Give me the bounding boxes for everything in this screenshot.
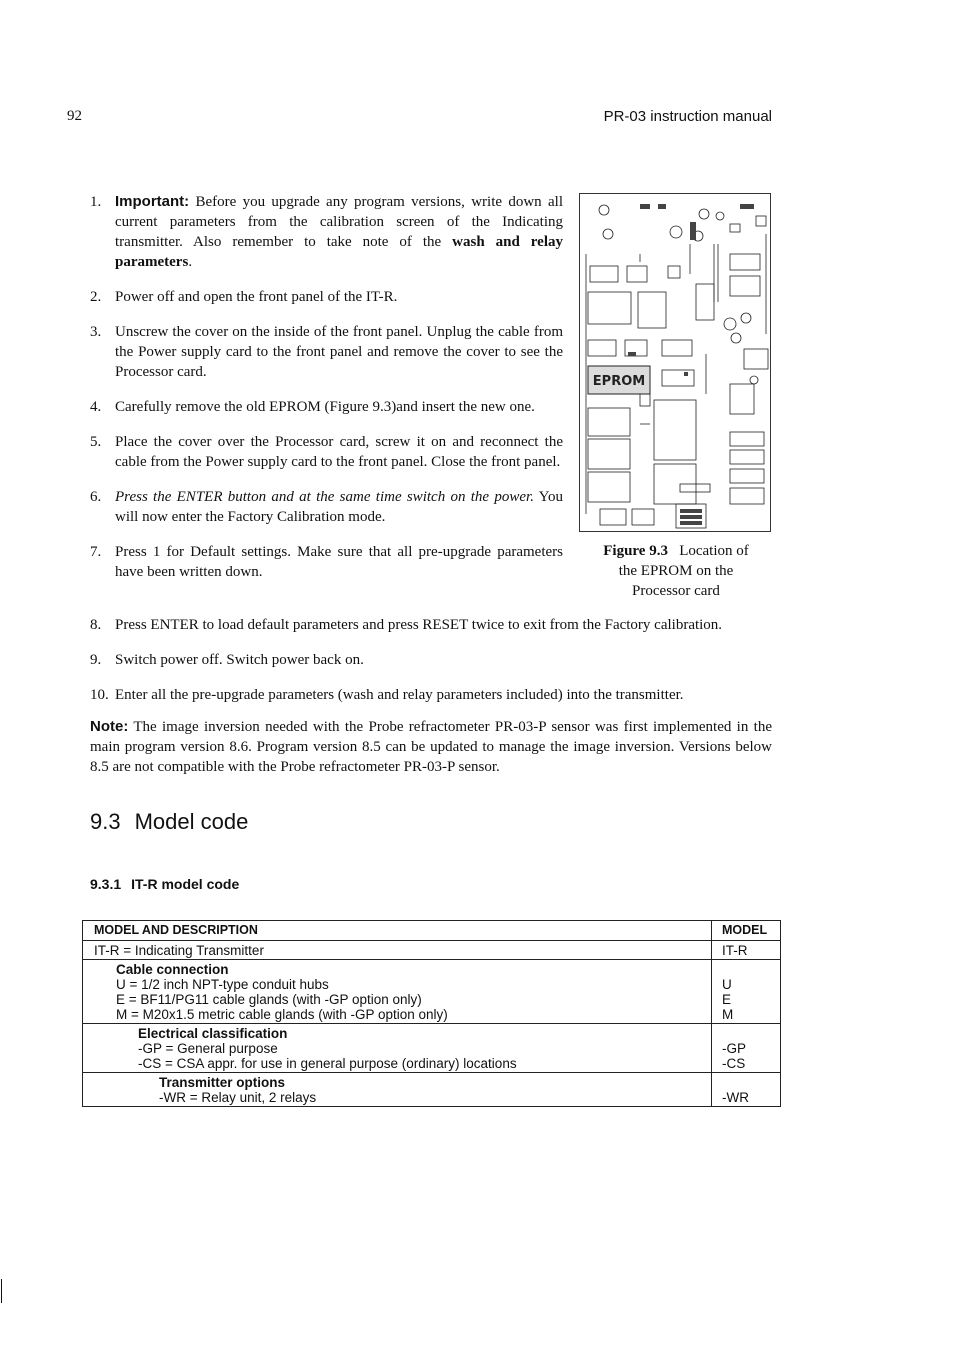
row-description [83,941,712,960]
step-number: 1. [90,194,102,210]
step-number: 3. [90,324,102,340]
row-line: M = M20x1.5 metric cable glands (with -GP option only) [116,1007,448,1022]
note-paragraph [90,717,772,777]
table-row [83,1024,781,1073]
section-heading [90,809,248,835]
row-model [712,1024,781,1073]
row-line: U = 1/2 inch NPT-type conduit hubs [116,977,329,992]
model-code: M [722,1007,734,1022]
model-code: -GP [722,1041,747,1056]
model-code: -WR [722,1090,749,1105]
row-group-title: Transmitter options [159,1075,286,1090]
row-group-title: Electrical classification [138,1026,288,1041]
step-number: 5. [90,434,102,450]
step-text: . [188,254,193,270]
row-model [712,960,781,1024]
header-model: MODEL [712,921,781,941]
step-italic-text: Press the ENTER button and at the same time switch on the power. [115,489,534,505]
row-line: E = BF11/PG11 cable glands (with -GP option only) [116,992,422,1007]
processor-card-figure [579,193,771,532]
header-description: MODEL AND DESCRIPTION [83,921,712,941]
step-4 [90,397,563,417]
step-text: You will now enter the Factory Calibration mode. [115,489,564,525]
note-text: The image inversion needed with the Probe refractometer PR-03-P sensor was first implemented in the main program version 8.6. Program version 8.5 can be updated to manage the image inversion. Versions below 8.5 are not compatible with the Probe refractometer PR-03-P sensor. [90,719,772,775]
processor-card-diagram [580,194,770,531]
step-1 [90,192,563,272]
note-label: Note: [90,718,129,735]
figure-caption-text: Location of the EPROM on the Processor card [618,543,749,599]
row-description [83,1024,712,1073]
step-text: Place the cover over the Processor card, screw it on and reconnect the cable from the Power supply card to the front panel. Close the front panel. [115,434,563,470]
subsection-title: IT-R model code [131,876,240,892]
step-emphasis: wash and relay parameters [115,234,563,270]
step-3 [90,322,563,382]
row-line: -WR = Relay unit, 2 relays [159,1090,317,1105]
step-2 [90,287,563,307]
upgrade-steps-list-continued [90,615,772,720]
subsection-heading [90,876,239,892]
table-row [83,941,781,960]
step-5 [90,432,563,472]
pcb-small-parts [628,204,754,525]
model-code: -CS [722,1056,746,1071]
important-label: Important: [115,193,190,210]
row-description [83,1073,712,1107]
step-9 [90,650,772,670]
step-text: Carefully remove the old EPROM (Figure 9.3)and insert the new one. [115,399,535,415]
row-model [712,1073,781,1107]
subsection-number: 9.3.1 [90,876,122,892]
step-number: 4. [90,399,102,415]
step-number: 2. [90,289,102,305]
figure-caption [596,541,756,601]
step-number: 10. [90,687,109,703]
upgrade-steps-list [90,192,563,597]
step-text: Press ENTER to load default parameters and press RESET twice to exit from the Factory calibration. [115,617,723,633]
row-description [83,960,712,1024]
step-text: Enter all the pre-upgrade parameters (wash and relay parameters included) into the transmitter. [115,687,684,703]
step-text: Press 1 for Default settings. Make sure that all pre-upgrade parameters have been written down. [115,544,563,580]
row-line: -GP = General purpose [138,1041,278,1056]
table-header-row [83,921,781,941]
step-text: Before you upgrade any program versions, write down all current parameters from the calibration screen of the Indicating transmitter. Also remember to take note of the [115,194,563,250]
row-group-title: Cable connection [116,962,229,977]
page-number: 92 [67,108,82,124]
section-number: 9.3 [90,809,121,834]
table-row [83,960,781,1024]
step-number: 7. [90,544,102,560]
running-header: PR-03 instruction manual [603,108,772,125]
model-code: U [722,977,732,992]
row-line: -CS = CSA appr. for use in general purpose (ordinary) locations [138,1056,517,1071]
model-code: IT-R [722,943,748,958]
figure-label: Figure 9.3 [603,543,668,559]
step-number: 8. [90,617,102,633]
row-model [712,941,781,960]
table-row [83,1073,781,1107]
step-7 [90,542,563,582]
row-line: IT-R = Indicating Transmitter [94,943,264,958]
step-8 [90,615,772,635]
step-number: 9. [90,652,102,668]
step-number: 6. [90,489,102,505]
model-code: E [722,992,732,1007]
step-text: Unscrew the cover on the inside of the front panel. Unplug the cable from the Power supply card to the front panel and remove the cover to see the Processor card. [115,324,563,380]
model-code-table [82,920,781,1107]
step-6 [90,487,563,527]
section-title: Model code [134,809,249,834]
step-text: Switch power off. Switch power back on. [115,652,364,668]
step-10 [90,685,772,705]
margin-mark [1,1279,2,1303]
step-text: Power off and open the front panel of the IT-R. [115,289,398,305]
eprom-label: EPROM [592,374,646,389]
